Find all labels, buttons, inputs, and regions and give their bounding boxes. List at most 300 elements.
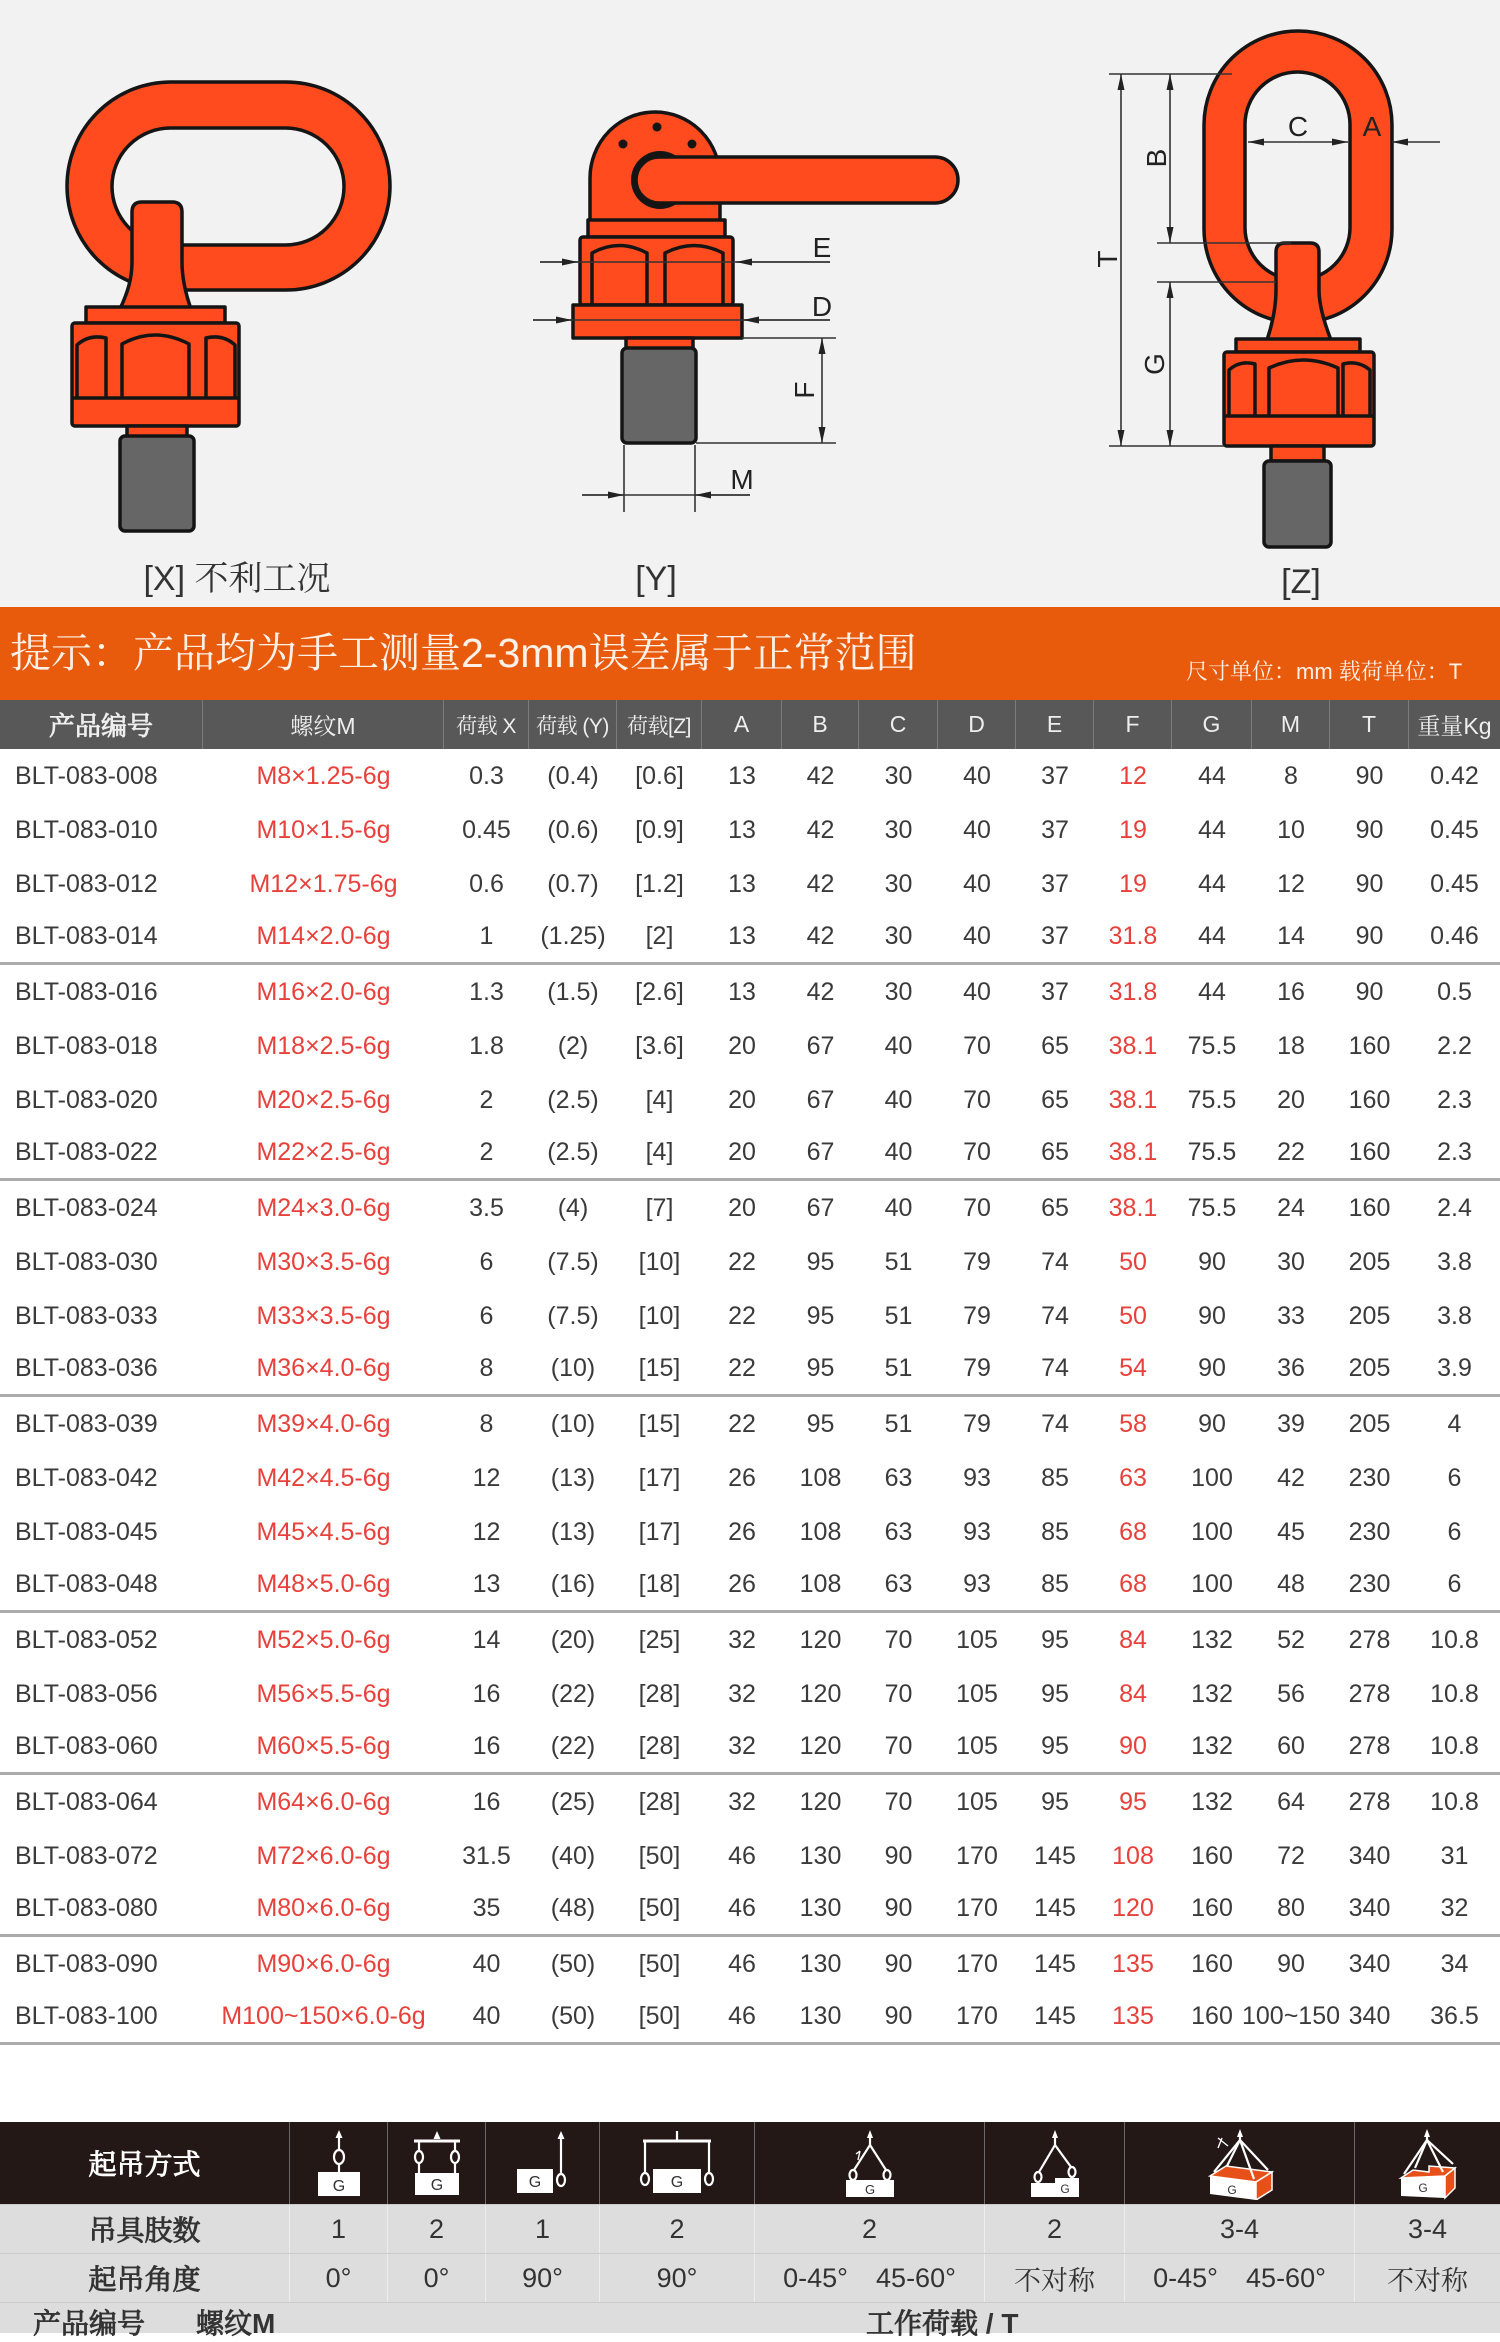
product-code: BLT-083-020 [15,1085,158,1114]
dim-c: 70 [884,1679,913,1708]
dim-m: 42 [1277,1463,1305,1492]
dim-d: 40 [963,977,991,1006]
dim-b: 120 [799,1732,842,1760]
dim-e: 85 [1041,1570,1069,1598]
load-y: (0.4) [547,761,599,790]
dim-g: 75.5 [1187,1138,1237,1166]
footer-working-load-label: 工作荷载 / T [866,2308,1019,2339]
dim-label-g: G [1139,353,1170,375]
dim-t: 205 [1348,1301,1391,1330]
angle-range-high: 45-60° [876,2262,956,2293]
dim-label-a: A [1362,111,1382,142]
dim-m: 10 [1277,815,1305,844]
dim-e: 95 [1041,1625,1069,1654]
dim-label-d: D [811,291,833,322]
dim-c: 51 [884,1247,913,1276]
dim-c: 51 [884,1301,913,1330]
load-y: (2) [557,1031,589,1060]
dim-a: 20 [728,1031,756,1060]
flange [573,305,742,338]
dim-c: 40 [884,1031,913,1060]
load-z: [1.2] [635,869,684,898]
dim-b: 67 [806,1031,835,1060]
dim-d: 93 [963,1570,991,1598]
unit-note: 尺寸单位：mm 载荷单位：T [1186,659,1463,684]
figure-y [533,112,958,598]
svg-text:G: G [332,2178,345,2195]
weight-kg: 10.8 [1430,1787,1479,1816]
dim-t: 340 [1348,1841,1391,1870]
column-header-load-z: 荷载[Z] [617,700,702,749]
dim-f: 38.1 [1108,1085,1158,1114]
lifting-method-4 [600,2122,755,2204]
two-side-lift-spreader-icon [637,2127,717,2199]
dim-b: 42 [806,761,835,790]
load-x: 13 [472,1570,501,1598]
dim-g: 44 [1198,761,1226,790]
load-z: [3.6] [635,1031,684,1060]
dim-m: 20 [1277,1085,1305,1114]
table-row [0,749,1500,803]
dim-b: 42 [806,922,835,950]
dim-c: 30 [884,922,913,950]
two-leg-vertical-spreader-icon [407,2127,467,2199]
dim-b: 95 [806,1354,835,1382]
thread-spec: M8×1.25-6g [256,761,391,790]
dim-d: 93 [963,1517,991,1546]
dim-f: 38.1 [1108,1031,1158,1060]
dim-a: 26 [728,1517,756,1546]
dim-t: 90 [1355,977,1384,1006]
dim-d: 40 [963,815,991,844]
product-code: BLT-083-024 [15,1193,158,1222]
dim-a: 26 [728,1570,756,1598]
dim-f: 63 [1119,1463,1147,1492]
dim-c: 90 [884,1841,913,1870]
dim-f: 135 [1112,1949,1154,1978]
product-diagrams [0,0,1500,607]
table-row [0,803,1500,857]
dim-m: 52 [1277,1625,1305,1654]
lifting-method-6 [985,2122,1125,2204]
dim-c: 51 [884,1354,913,1382]
dim-m: 48 [1277,1570,1305,1598]
dim-b: 120 [799,1625,842,1654]
load-y: (7.5) [547,1301,599,1330]
notice-banner [0,607,1500,700]
dim-t: 90 [1355,761,1384,790]
spec-table-body [0,749,1500,2045]
dim-t: 160 [1348,1193,1391,1222]
load-z: [4] [645,1138,674,1166]
table-row [0,1343,1500,1397]
load-y: (25) [550,1787,596,1816]
dim-m: 16 [1277,977,1305,1006]
thread-spec: M80×6.0-6g [256,1894,391,1922]
weight-kg: 32 [1440,1894,1469,1922]
swivel-stem [120,202,191,309]
load-z: [17] [638,1463,681,1492]
dim-f: 84 [1119,1625,1147,1654]
dim-c: 51 [884,1409,913,1438]
load-y: (0.7) [547,869,599,898]
thread-spec: M42×4.5-6g [256,1463,391,1492]
dim-d: 170 [956,1949,998,1978]
dim-t: 90 [1355,815,1384,844]
angle-value: 90° [600,2254,755,2302]
load-x: 40 [472,2002,501,2030]
load-y: (10) [550,1354,596,1382]
dim-f: 68 [1119,1517,1147,1546]
svg-text:G: G [1226,2183,1237,2197]
load-y: (22) [550,1732,596,1760]
lifting-method-3 [486,2122,600,2204]
dim-b: 42 [806,977,835,1006]
dim-e: 74 [1041,1247,1069,1276]
load-x: 1.3 [469,977,504,1006]
load-x: 2 [479,1085,494,1114]
dim-g: 160 [1191,1949,1233,1978]
load-z: [28] [638,1679,681,1708]
legs-value: 1 [486,2205,600,2253]
load-y: (10) [550,1409,596,1438]
product-code: BLT-083-012 [15,869,158,898]
thread-spec: M52×5.0-6g [256,1625,391,1654]
dim-f: 50 [1119,1301,1147,1330]
dim-t: 340 [1348,1949,1391,1978]
dim-a: 46 [728,2002,756,2030]
dim-t: 160 [1348,1138,1391,1166]
dim-label-b: B [1141,148,1172,168]
working-load-header-row [0,2302,1500,2339]
angle-label: 起吊角度 [0,2254,290,2302]
load-x: 8 [479,1409,494,1438]
product-code: BLT-083-048 [15,1570,158,1598]
product-code: BLT-083-018 [15,1031,158,1060]
dim-g: 44 [1198,815,1226,844]
load-y: (7.5) [547,1247,599,1276]
dim-d: 70 [963,1085,991,1114]
load-x: 6 [479,1247,494,1276]
dim-d: 70 [963,1138,991,1166]
load-z: [25] [638,1625,681,1654]
product-code: BLT-083-016 [15,977,158,1006]
load-z: [0.9] [635,815,684,844]
column-header-code: 产品编号 [0,700,203,749]
weight-kg: 3.8 [1437,1301,1472,1330]
table-row [0,1829,1500,1883]
lifting-method-5 [755,2122,985,2204]
load-x: 0.6 [469,869,504,898]
table-row [0,857,1500,911]
weight-kg: 2.4 [1437,1193,1472,1222]
dim-c: 90 [884,2002,913,2030]
thread-spec: M24×3.0-6g [256,1193,391,1222]
measurement-notice: 提示：产品均为手工测量2-3mm误差属于正常范围 [10,630,917,676]
legs-row [0,2204,1500,2253]
dim-m: 64 [1277,1787,1305,1816]
weight-kg: 2.2 [1437,1031,1472,1060]
load-y: (4) [557,1193,589,1222]
dim-g: 160 [1191,2002,1233,2030]
load-z: [0.6] [635,761,684,790]
table-row [0,1181,1500,1235]
svg-text:G: G [528,2174,541,2191]
dim-g: 90 [1198,1301,1226,1330]
lifting-method-2 [388,2122,486,2204]
load-z: [15] [638,1409,681,1438]
thread-spec: M39×4.0-6g [256,1409,391,1438]
product-code: BLT-083-080 [15,1894,158,1922]
dim-t: 160 [1348,1031,1391,1060]
dim-c: 70 [884,1732,913,1760]
table-row [0,1451,1500,1505]
dim-g: 160 [1191,1841,1233,1870]
dim-g: 44 [1198,977,1226,1006]
dim-g: 160 [1191,1894,1233,1922]
load-y: (20) [550,1625,596,1654]
dim-m: 39 [1277,1409,1305,1438]
legs-value: 3-4 [1407,2213,1448,2244]
angle-value: 0° [290,2254,388,2302]
product-code: BLT-083-022 [15,1138,158,1166]
dim-g: 75.5 [1187,1193,1237,1222]
dim-g: 132 [1191,1679,1233,1708]
thread-spec: M36×4.0-6g [256,1354,391,1382]
dim-f: 135 [1112,2002,1154,2030]
thread-spec: M60×5.5-6g [256,1732,391,1760]
dim-d: 40 [963,761,991,790]
angle-value-range [1125,2254,1355,2302]
dim-label-m: M [730,464,754,495]
angle-value: 0° [388,2254,486,2302]
figure-y-label: [Y] [635,560,677,598]
dim-b: 108 [799,1517,842,1546]
dim-c: 40 [884,1138,913,1166]
dim-g: 75.5 [1187,1085,1237,1114]
column-header-d: D [938,700,1016,749]
dim-m: 18 [1277,1031,1305,1060]
threaded-bolt [120,436,194,531]
table-row [0,1505,1500,1559]
weight-kg: 6 [1447,1463,1462,1492]
column-header-t: T [1330,700,1409,749]
dim-f: 38.1 [1108,1138,1158,1166]
column-header-g: G [1172,700,1252,749]
two-leg-asymmetric-sling-icon [1025,2127,1085,2199]
table-row [0,1235,1500,1289]
dim-b: 130 [799,1894,842,1922]
figure-x-label: [X] 不利工况 [143,560,331,598]
dim-m: 56 [1277,1679,1305,1708]
dim-b: 42 [806,815,835,844]
dim-e: 74 [1041,1409,1069,1438]
thread-spec: M30×3.5-6g [256,1247,391,1276]
dim-a: 22 [728,1409,756,1438]
load-x: 6 [479,1301,494,1330]
dim-f: 19 [1119,815,1147,844]
weight-kg: 0.46 [1430,922,1479,950]
dim-e: 37 [1041,815,1069,844]
angle-value-range [755,2254,985,2302]
load-z: [2.6] [635,977,684,1006]
dim-a: 20 [728,1193,756,1222]
dim-g: 44 [1198,922,1226,950]
table-row [0,1667,1500,1721]
table-row [0,1559,1500,1613]
dim-label-f: F [789,381,820,399]
table-row [0,1937,1500,1991]
dim-a: 13 [728,761,756,790]
load-y: (50) [550,1949,596,1978]
dim-d: 79 [963,1409,991,1438]
dim-a: 22 [728,1301,756,1330]
product-code: BLT-083-036 [15,1354,158,1382]
dim-d: 170 [956,1894,998,1922]
dim-g: 132 [1191,1625,1233,1654]
dim-e: 95 [1041,1787,1069,1816]
load-z: [7] [645,1193,674,1222]
load-y: (2.5) [547,1138,599,1166]
dim-d: 105 [956,1787,998,1816]
dim-a: 46 [728,1841,756,1870]
multi-leg-asymmetric-box-sling-icon [1393,2126,1463,2200]
dim-a: 32 [728,1732,756,1760]
thread-spec: M48×5.0-6g [256,1570,391,1598]
weight-kg: 0.5 [1437,977,1472,1006]
load-y: (48) [550,1894,596,1922]
dim-e: 37 [1041,869,1069,898]
svg-text:G: G [1417,2181,1428,2195]
load-z: [50] [638,2002,681,2030]
load-x: 8 [479,1354,494,1382]
dim-m: 22 [1277,1138,1305,1166]
load-x: 16 [472,1732,501,1760]
dim-t: 205 [1348,1409,1391,1438]
product-code: BLT-083-014 [15,922,158,950]
dim-g: 100 [1191,1463,1233,1492]
dim-t: 278 [1348,1787,1391,1816]
load-z: [10] [638,1301,681,1330]
dim-t: 340 [1348,2002,1391,2030]
angle-range-high: 45-60° [1246,2262,1326,2293]
dim-c: 70 [884,1625,913,1654]
dim-e: 74 [1041,1301,1069,1330]
table-row [0,1073,1500,1127]
dim-m: 24 [1277,1193,1305,1222]
weight-kg: 10.8 [1430,1732,1479,1760]
angle-value: 90° [486,2254,600,2302]
dim-f: 50 [1119,1247,1147,1276]
column-header-load-x: 荷载 X [444,700,529,749]
dim-e: 74 [1041,1354,1069,1382]
svg-text:G: G [430,2177,443,2194]
angle-value: 不对称 [1387,2265,1468,2296]
dim-g: 132 [1191,1732,1233,1760]
dim-c: 90 [884,1949,913,1978]
dim-c: 63 [884,1517,913,1546]
figure-x [67,82,390,598]
dim-label-e: E [812,232,832,263]
dim-f: 12 [1119,761,1147,790]
table-row [0,1613,1500,1667]
load-x: 0.3 [469,761,504,790]
column-header-e: E [1016,700,1094,749]
thread-spec: M22×2.5-6g [256,1138,391,1166]
load-y: (16) [550,1570,596,1598]
weight-kg: 6 [1447,1517,1462,1546]
dim-e: 37 [1041,977,1069,1006]
dim-m: 45 [1277,1517,1305,1546]
single-vertical-lift-icon [309,2127,369,2199]
legs-value: 1 [290,2205,388,2253]
dim-d: 79 [963,1247,991,1276]
dim-t: 278 [1348,1625,1391,1654]
dim-a: 32 [728,1679,756,1708]
load-x: 40 [472,1949,501,1978]
lifting-ring [67,82,390,290]
dim-e: 145 [1034,1894,1076,1922]
product-code: BLT-083-033 [15,1301,158,1330]
dim-c: 40 [884,1085,913,1114]
dim-f: 54 [1119,1354,1147,1382]
dim-b: 120 [799,1787,842,1816]
dim-g: 75.5 [1187,1031,1237,1060]
two-leg-angled-sling-icon [840,2127,900,2199]
diagram-canvas [0,0,1500,607]
load-x: 0.45 [462,815,511,844]
dim-c: 30 [884,815,913,844]
load-x: 12 [472,1517,501,1546]
dim-c: 30 [884,761,913,790]
single-side-lift-icon [513,2127,573,2199]
product-code: BLT-083-100 [15,2002,158,2030]
neck [1271,446,1324,461]
dim-e: 37 [1041,922,1069,950]
collar [1236,339,1360,352]
load-y: (0.6) [547,815,599,844]
dim-t: 230 [1348,1517,1391,1546]
load-x: 2 [479,1138,494,1166]
table-row [0,911,1500,965]
dim-c: 30 [884,869,913,898]
product-code: BLT-083-045 [15,1517,158,1546]
svg-text:G: G [670,2174,684,2191]
weight-kg: 4 [1447,1409,1462,1438]
load-z: [50] [638,1949,681,1978]
angle-row [0,2253,1500,2302]
dim-e: 145 [1034,1841,1076,1870]
dim-e: 85 [1041,1517,1069,1546]
collar [86,307,225,323]
footer-code-label: 产品编号 [33,2308,146,2339]
figure-z [1092,31,1440,601]
dim-f: 31.8 [1108,922,1158,950]
footer-thread-label: 螺纹M [196,2308,276,2339]
legs-label: 吊具肢数 [0,2205,290,2253]
legs-value: 2 [388,2205,486,2253]
product-code: BLT-083-008 [15,761,158,790]
product-code: BLT-083-056 [15,1679,158,1708]
dim-e: 65 [1041,1031,1069,1060]
load-y: (13) [550,1463,596,1492]
dim-b: 120 [799,1679,842,1708]
dim-a: 13 [728,815,756,844]
load-z: [17] [638,1517,681,1546]
table-row [0,1289,1500,1343]
dim-f: 58 [1119,1409,1147,1438]
weight-kg: 34 [1440,1949,1469,1978]
